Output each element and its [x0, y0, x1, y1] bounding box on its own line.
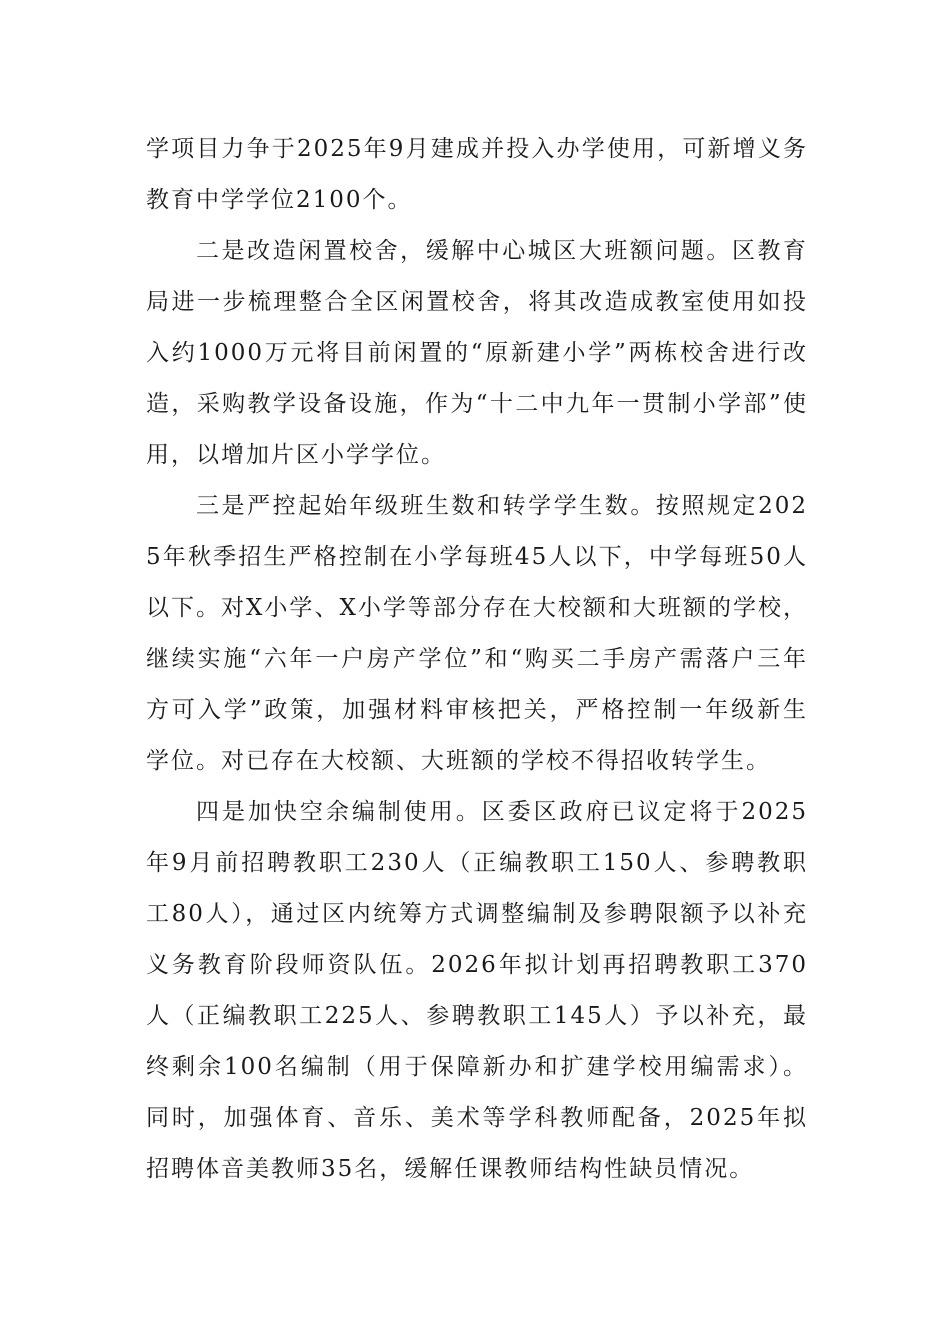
paragraph-continued: 学项目力争于2025年9月建成并投入办学使用，可新增义务教育中学学位2100个。 [146, 136, 808, 213]
document-body [146, 124, 808, 1195]
paragraph-item-three: 三是严控起始年级班生数和转学学生数。按照规定2025年秋季招生严格控制在小学每班45人以下，中学每班50人以下。对X小学、X小学等部分存在大校额和大班额的学校，继续实施“六年一户房产学位”和“购买二手房产需落户三年方可入学”政策，加强材料审核把关，严格控制一年级新生学位。对已存在大校额、大班额的学校不得招收转学生。 [146, 493, 808, 774]
paragraph-item-four: 四是加快空余编制使用。区委区政府已议定将于2025年9月前招聘教职工230人（正编教职工150人、参聘教职工80人），通过区内统筹方式调整编制及参聘限额予以补充义务教育阶段师资队伍。2026年拟计划再招聘教职工370人（正编教职工225人、参聘教职工145人）予以补充，最终剩余100名编制（用于保障新办和扩建学校用编需求）。同时，加强体育、音乐、美术等学科教师配备，2025年拟招聘体音美教师35名，缓解任课教师结构性缺员情况。 [146, 799, 808, 1182]
paragraph-item-two: 二是改造闲置校舍，缓解中心城区大班额问题。区教育局进一步梳理整合全区闲置校舍，将其改造成教室使用如投入约1000万元将目前闲置的“原新建小学”两栋校舍进行改造，采购教学设备设施，作为“十二中九年一贯制小学部”使用，以增加片区小学学位。 [146, 238, 808, 468]
